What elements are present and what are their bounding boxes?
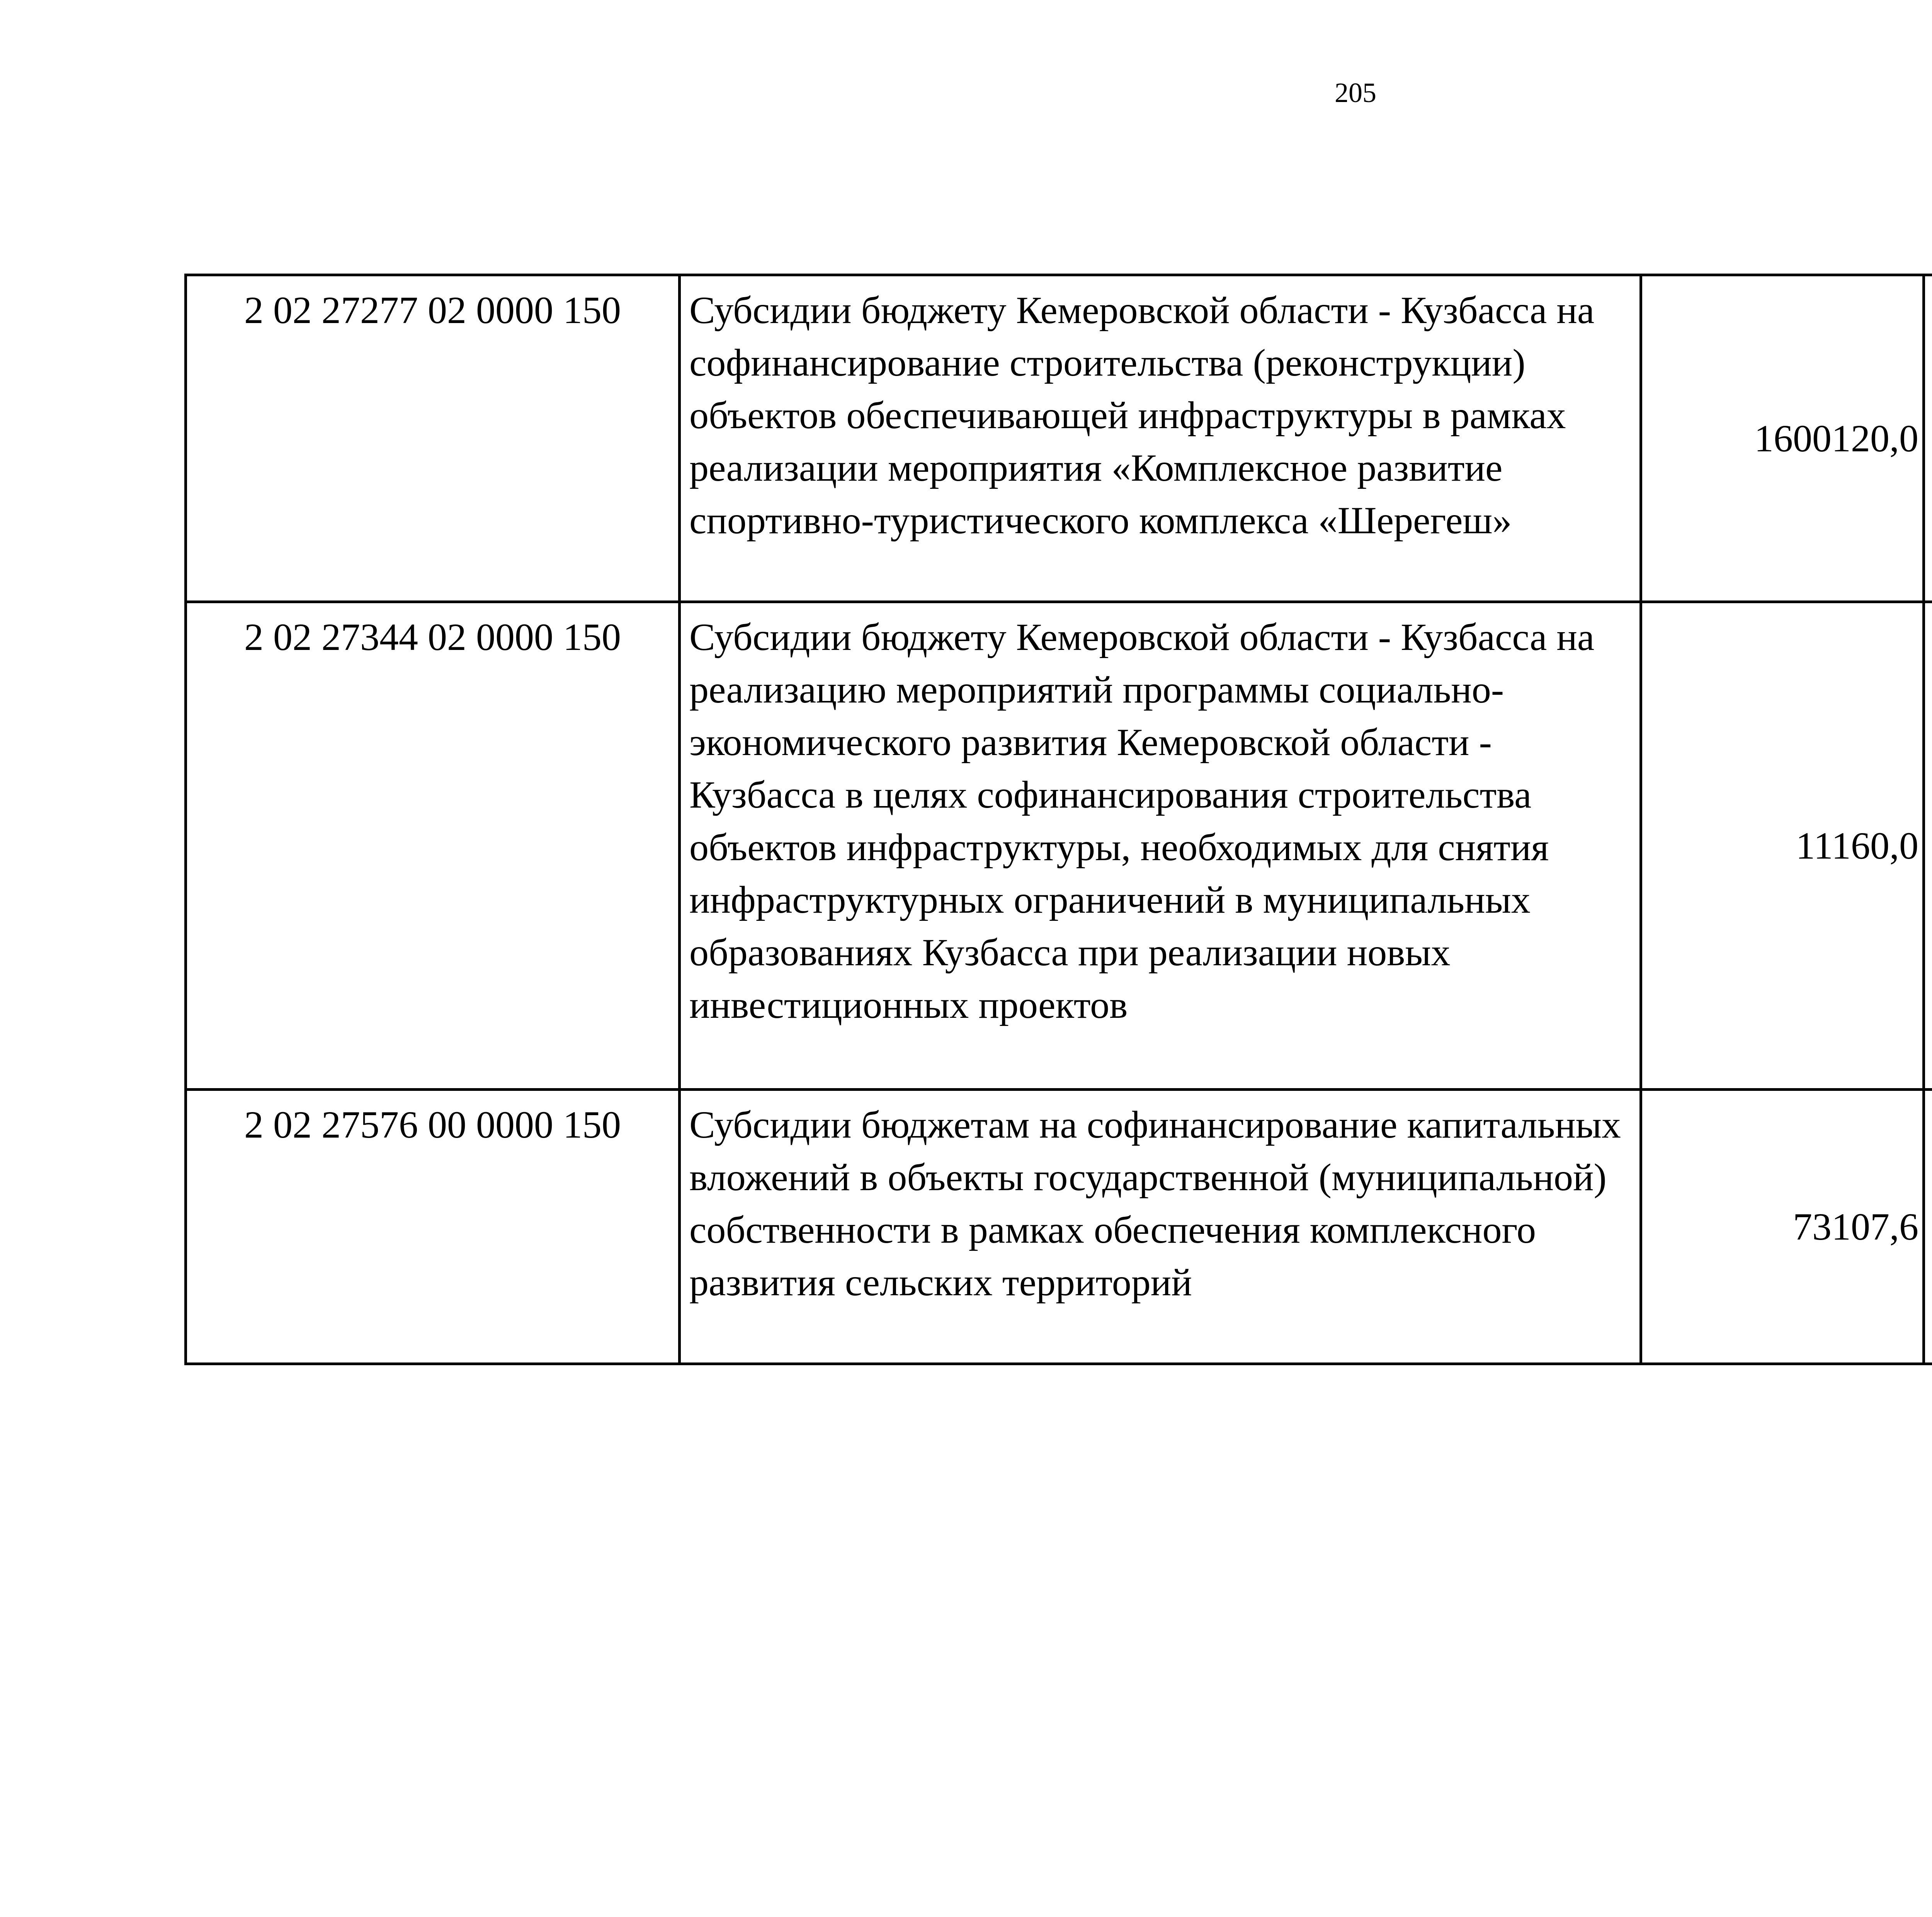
value-2-cell bbox=[1924, 1090, 1932, 1364]
value-1-cell: 73107,6 bbox=[1641, 1090, 1924, 1364]
budget-table bbox=[184, 274, 1932, 1365]
revenue-name-cell: Субсидии бюджету Кемеровской области - Кузбасса на реализацию мероприятий программы социально-экономического развития Кемеровской области - Кузбасса в целях софинансирования строительства объектов инфраструктуры, необходимых для снятия инфраструктурных ограничений в муниципальных образованиях Кузбасса при реализации новых инвестиционных проектов bbox=[680, 602, 1641, 1090]
page-number: 205 bbox=[1335, 77, 1376, 108]
revenue-name-cell: Субсидии бюджетам на софинансирование капитальных вложений в объекты государственной (муниципальной) собственности в рамках обеспечения комплексного развития сельских территорий bbox=[680, 1090, 1641, 1364]
table-row bbox=[186, 275, 1932, 602]
table-row bbox=[186, 602, 1932, 1090]
value-1-cell: 1600120,0 bbox=[1641, 275, 1924, 602]
budget-code-cell: 2 02 27576 00 0000 150 bbox=[186, 1090, 680, 1364]
budget-code-cell: 2 02 27344 02 0000 150 bbox=[186, 602, 680, 1090]
revenue-name-cell: Субсидии бюджету Кемеровской области - Кузбасса на софинансирование строительства (реконструкции) объектов обеспечивающей инфраструктуры в рамках реализации мероприятия «Комплексное развитие спортивно-туристического комплекса «Шерегеш» bbox=[680, 275, 1641, 602]
budget-code-cell: 2 02 27277 02 0000 150 bbox=[186, 275, 680, 602]
value-1-cell: 11160,0 bbox=[1641, 602, 1924, 1090]
value-2-cell bbox=[1924, 275, 1932, 602]
value-2-cell bbox=[1924, 602, 1932, 1090]
table-row bbox=[186, 1090, 1932, 1364]
